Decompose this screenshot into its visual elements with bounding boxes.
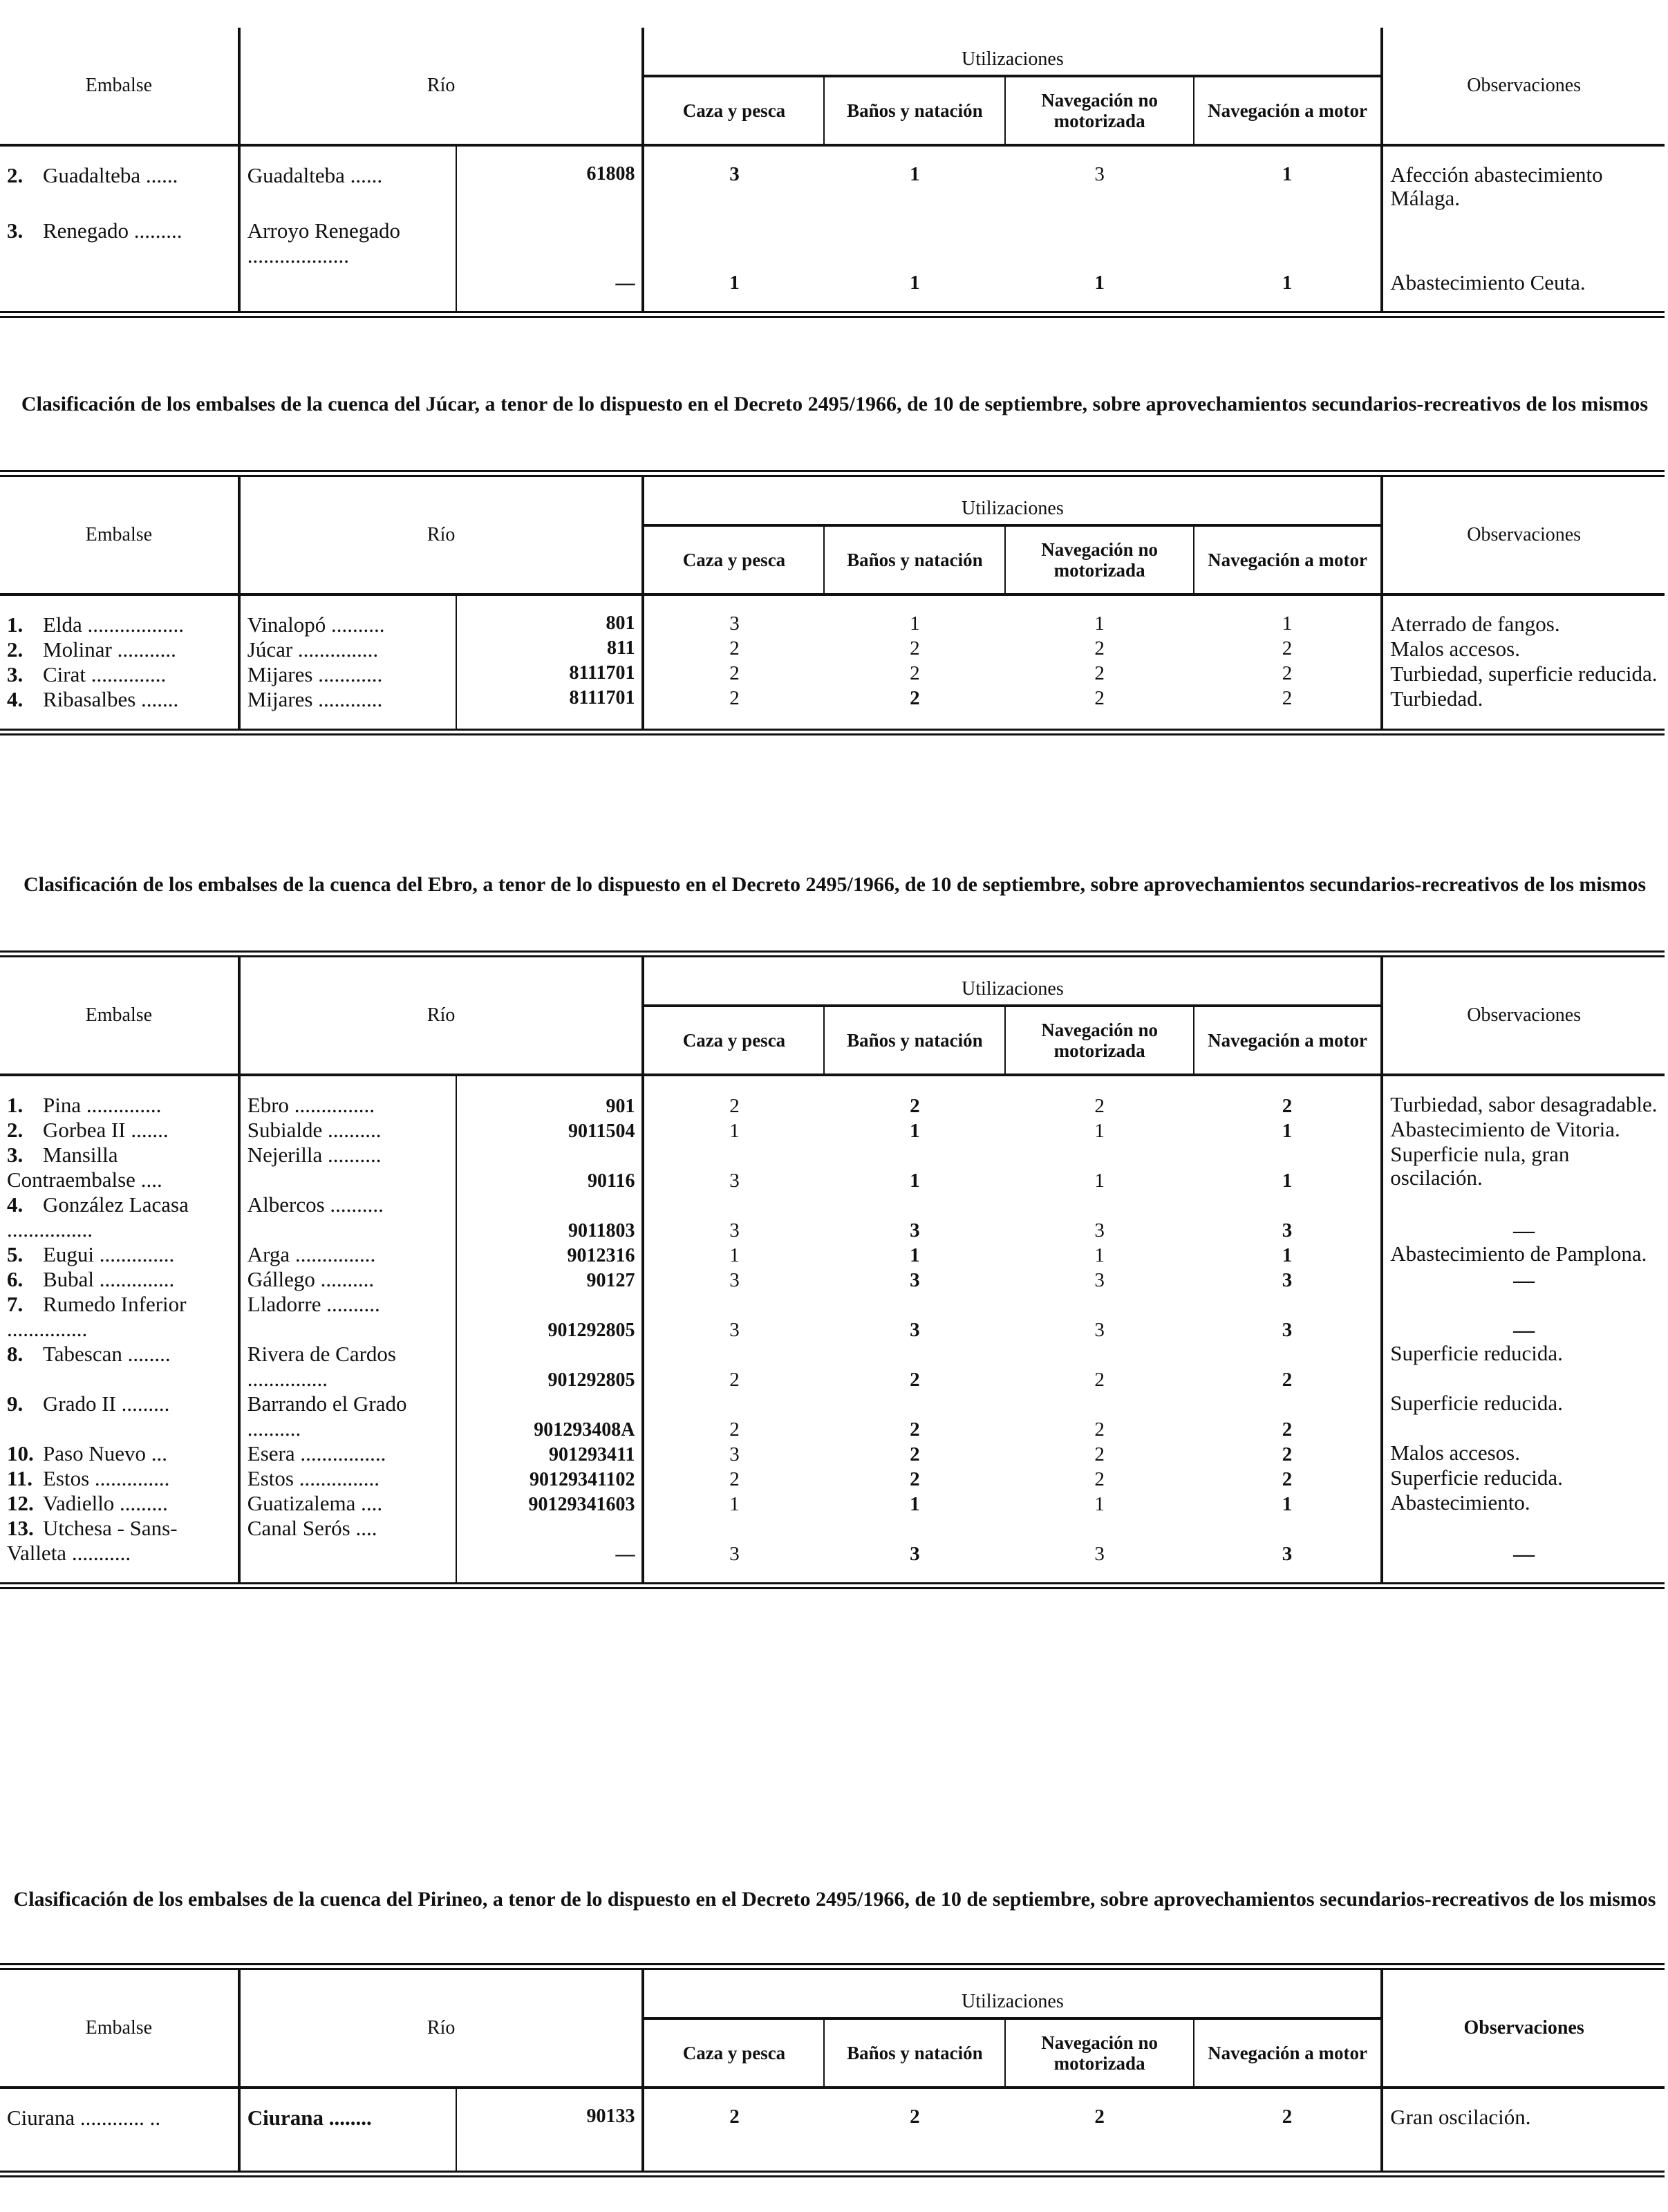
- banos-value: 2: [910, 1418, 920, 1441]
- header-rio: Río: [239, 28, 644, 145]
- table-row: [0, 1267, 1665, 1292]
- rio-code: 9011504: [456, 1118, 643, 1143]
- nav-m-value: 2: [1282, 1468, 1293, 1490]
- row-number: 13.: [7, 1516, 34, 1540]
- banos-value: 2: [910, 1369, 920, 1391]
- table-row: [0, 1242, 1665, 1267]
- table-row: [0, 2106, 1665, 2154]
- nav-m-value: 3: [1282, 1219, 1293, 1241]
- embalse-name: Ciurana ............ ..: [7, 2106, 161, 2130]
- table-row: [0, 1466, 1665, 1491]
- nav-m-value: 2: [1282, 1418, 1293, 1441]
- observacion: Superficie reducida.: [1382, 1466, 1665, 1491]
- observacion: Gran oscilación.: [1382, 2106, 1665, 2154]
- embalse-name: Estos ..............: [43, 1466, 170, 1490]
- embalse-name: Utchesa - Sans-Valleta ...........: [7, 1516, 178, 1565]
- nav-no-value: 2: [1094, 2106, 1105, 2128]
- table-row: [0, 1441, 1665, 1466]
- observacion: —: [1382, 1192, 1665, 1242]
- rio-code: 801: [456, 612, 643, 637]
- table-row: 1. Elda .................. Vinalopó .......... 801 3 1 1 1 Aterrado de fangos.: [0, 612, 1665, 637]
- nav-m-value: 1: [1282, 1493, 1293, 1515]
- section-title-ebro: Clasificación de los embalses de la cuenca del Ebro, a tenor de lo dispuesto en el Decreto 2495/1966, de 10 de septiembre, sobre aprovechamientos secundarios-recreativos de los mismos: [23, 873, 1647, 896]
- nav-no-value: 1: [1094, 272, 1105, 294]
- nav-no-value: 2: [1094, 1468, 1105, 1490]
- observacion: Abastecimiento Ceuta.: [1382, 218, 1665, 294]
- nav-no-value: 1: [1094, 612, 1105, 635]
- rio-code: 90116: [456, 1143, 643, 1192]
- rio-code: 901292805: [456, 1292, 643, 1342]
- row-number: 4.: [7, 1192, 24, 1217]
- nav-no-value: 3: [1094, 1319, 1105, 1341]
- observacion: Aterrado de fangos.: [1382, 612, 1665, 637]
- nav-m-value: 1: [1282, 1170, 1293, 1192]
- embalse-cell: [0, 1342, 239, 1391]
- observacion: —: [1382, 1292, 1665, 1342]
- rio-code: 90129341603: [456, 1491, 643, 1516]
- rio-name: Lladorre ..........: [239, 1292, 456, 1342]
- nav-no-value: 3: [1094, 1269, 1105, 1291]
- embalse-cell: [0, 1143, 239, 1192]
- row-number: 1.: [7, 1093, 24, 1117]
- header-caza: Caza y pesca: [643, 1006, 824, 1075]
- rio-code: —: [456, 1516, 643, 1566]
- embalse-name: Guadalteba ......: [43, 163, 178, 187]
- embalse-name: Elda ..................: [43, 612, 185, 637]
- caza-value: 2: [643, 1391, 824, 1441]
- embalse-cell: [0, 1093, 239, 1118]
- embalse-name: Bubal ..............: [43, 1267, 175, 1291]
- nav-no-value: 1: [1094, 1493, 1105, 1515]
- rio-name: Barrando el Grado ..........: [239, 1391, 456, 1441]
- table-row: [0, 1342, 1665, 1391]
- embalse-name: Eugui ..............: [43, 1242, 175, 1266]
- embalse-cell: [0, 1391, 239, 1441]
- table-section-jucar: [0, 470, 1665, 735]
- observacion: —: [1382, 1516, 1665, 1566]
- caza-value: 2: [643, 1342, 824, 1391]
- nav-m-value: 1: [1282, 272, 1293, 294]
- header-utilizaciones: Utilizaciones: [643, 28, 1382, 76]
- rio-code: 901293408A: [456, 1391, 643, 1441]
- rio-code: 8111701: [456, 662, 643, 687]
- nav-m-value: 2: [1282, 1443, 1293, 1465]
- row-number: 5.: [7, 1242, 24, 1266]
- rio-name: Albercos ..........: [239, 1192, 456, 1242]
- header-observaciones: Observaciones: [1382, 954, 1665, 1075]
- header-banos: Baños y natación: [824, 76, 1005, 145]
- header-embalse: Embalse: [0, 1967, 239, 2088]
- nav-no-value: 1: [1094, 1120, 1105, 1142]
- header-rio: Río: [239, 474, 644, 594]
- section-title-pirineo: Clasificación de los embalses de la cuenca del Pirineo, a tenor de lo dispuesto en el Decreto 2495/1966, de 10 de septiembre, sobre aprovechamientos secundarios-recreativos de los mismos: [13, 1888, 1656, 1911]
- banos-value: 1: [910, 1244, 920, 1266]
- table-section-pirineo: [0, 1963, 1665, 2177]
- embalse-cell: [0, 1118, 239, 1143]
- table-row: [0, 1192, 1665, 1242]
- row-number: 9.: [7, 1391, 24, 1416]
- caza-value: 3: [643, 612, 824, 637]
- caza-value: 3: [643, 1267, 824, 1292]
- table-row: [0, 1391, 1665, 1441]
- embalse-name: Cirat ..............: [43, 662, 167, 686]
- rio-code: 9011803: [456, 1192, 643, 1242]
- section-title-jucar: Clasificación de los embalses de la cuenca del Júcar, a tenor de lo dispuesto en el Decreto 2495/1966, de 10 de septiembre, sobre aprovechamientos secundarios-recreativos de los mismos: [21, 393, 1649, 415]
- banos-value: 3: [910, 1269, 920, 1291]
- nav-m-value: 3: [1282, 1269, 1293, 1291]
- rio-code: 901292805: [456, 1342, 643, 1391]
- caza-value: 2: [643, 662, 824, 687]
- rio-code: 9012316: [456, 1242, 643, 1267]
- banos-value: 1: [910, 612, 920, 635]
- rio-name: Mijares ............: [239, 662, 456, 687]
- table-row: [0, 1093, 1665, 1118]
- rio-code: 811: [456, 637, 643, 662]
- caza-value: 3: [643, 1516, 824, 1566]
- caza-value: 1: [643, 218, 824, 294]
- row-number: 6.: [7, 1267, 24, 1291]
- banos-value: 2: [910, 1468, 920, 1490]
- nav-m-value: 2: [1282, 687, 1293, 709]
- header-nav-no-motor: Navegación no motorizada: [1005, 1006, 1193, 1075]
- nav-m-value: 2: [1282, 1369, 1293, 1391]
- embalse-cell: [0, 1242, 239, 1267]
- nav-no-value: 2: [1094, 1443, 1105, 1465]
- row-number: 8.: [7, 1342, 24, 1366]
- banos-value: 1: [910, 1170, 920, 1192]
- observacion: Superficie reducida.: [1382, 1391, 1665, 1441]
- rio-name: Vinalopó ..........: [239, 612, 456, 637]
- header-embalse: Embalse: [0, 474, 239, 594]
- nav-m-value: 1: [1282, 1244, 1293, 1266]
- header-nav-motor: Navegación a motor: [1194, 1006, 1382, 1075]
- row-number: 7.: [7, 1292, 24, 1316]
- embalse-cell: [0, 1267, 239, 1292]
- table-section-ebro: [0, 950, 1665, 1589]
- nav-no-value: 2: [1094, 637, 1105, 659]
- table-section-0: [0, 28, 1665, 318]
- rio-code: 8111701: [456, 687, 643, 712]
- rio-code: 901: [456, 1093, 643, 1118]
- banos-value: 3: [910, 1219, 920, 1241]
- rio-name: Arga ...............: [239, 1242, 456, 1267]
- embalse-name: Ribasalbes .......: [43, 687, 179, 711]
- caza-value: 2: [643, 1093, 824, 1118]
- rio-code: 90129341102: [456, 1466, 643, 1491]
- banos-value: 2: [910, 662, 920, 684]
- banos-value: 1: [910, 272, 920, 294]
- caza-value: 2: [643, 637, 824, 662]
- header-observaciones: Observaciones: [1382, 1967, 1665, 2088]
- rio-name: Nejerilla ..........: [239, 1143, 456, 1192]
- caza-value: 3: [643, 1292, 824, 1342]
- nav-m-value: 2: [1282, 2106, 1293, 2128]
- header-banos: Baños y natación: [824, 1006, 1005, 1075]
- table-row: [0, 1491, 1665, 1516]
- observacion: Abastecimiento.: [1382, 1491, 1665, 1516]
- nav-m-value: 3: [1282, 1319, 1293, 1341]
- observacion: Turbiedad.: [1382, 687, 1665, 712]
- embalse-cell: [0, 1491, 239, 1516]
- table-row: [0, 1516, 1665, 1566]
- row-number: 2.: [7, 1118, 24, 1142]
- nav-m-value: 2: [1282, 662, 1293, 684]
- table-row: 4. Ribasalbes ....... Mijares ............ 8111701 2 2 2 2 Turbiedad.: [0, 687, 1665, 712]
- observacion: Turbiedad, superficie reducida.: [1382, 662, 1665, 687]
- rio-name: Gállego ..........: [239, 1267, 456, 1292]
- rio-name: Esera ................: [239, 1441, 456, 1466]
- caza-value: 3: [643, 163, 824, 218]
- embalse-cell: [0, 1441, 239, 1466]
- header-banos: Baños y natación: [824, 525, 1005, 594]
- observacion: Malos accesos.: [1382, 637, 1665, 662]
- embalse-cell: [0, 1466, 239, 1491]
- banos-value: 2: [910, 687, 920, 709]
- banos-value: 1: [910, 163, 920, 185]
- banos-value: 2: [910, 1095, 920, 1117]
- caza-value: 1: [643, 1118, 824, 1143]
- rio-code: 90127: [456, 1267, 643, 1292]
- rio-code: —: [456, 218, 643, 294]
- banos-value: 2: [910, 1443, 920, 1465]
- embalse-name: Vadiello .........: [43, 1491, 168, 1515]
- header-observaciones: Observaciones: [1382, 28, 1665, 145]
- rio-name: Estos ...............: [239, 1466, 456, 1491]
- observacion: Superficie reducida.: [1382, 1342, 1665, 1391]
- nav-no-value: 3: [1094, 1219, 1105, 1241]
- observacion: Afección abastecimiento Málaga.: [1382, 163, 1665, 218]
- nav-no-value: 2: [1094, 662, 1105, 684]
- embalse-cell: [0, 1516, 239, 1566]
- banos-value: 2: [910, 637, 920, 659]
- banos-value: 1: [910, 1493, 920, 1515]
- header-banos: Baños y natación: [824, 2018, 1005, 2088]
- rio-code: 90133: [456, 2106, 643, 2154]
- header-nav-motor: Navegación a motor: [1194, 2018, 1382, 2088]
- embalse-name: Mansilla Contraembalse ....: [7, 1143, 162, 1192]
- header-caza: Caza y pesca: [643, 76, 824, 145]
- caza-value: 2: [643, 1466, 824, 1491]
- rio-name: Rivera de Cardos ...............: [239, 1342, 456, 1391]
- embalse-name: Rumedo Inferior ...............: [7, 1292, 187, 1341]
- observacion: —: [1382, 1267, 1665, 1292]
- header-caza: Caza y pesca: [643, 525, 824, 594]
- caza-value: 1: [643, 1491, 824, 1516]
- header-utilizaciones: Utilizaciones: [643, 1967, 1382, 2018]
- nav-m-value: 1: [1282, 1120, 1293, 1142]
- header-rio: Río: [239, 1967, 644, 2088]
- rio-name: Guatizalema ....: [239, 1491, 456, 1516]
- header-nav-motor: Navegación a motor: [1194, 76, 1382, 145]
- table-row: 2. Molinar ........... Júcar ............... 811 2 2 2 2 Malos accesos.: [0, 637, 1665, 662]
- embalse-name: Grado II .........: [43, 1391, 170, 1416]
- embalse-name: Gorbea II .......: [43, 1118, 169, 1142]
- rio-name: Canal Serós ....: [239, 1516, 456, 1566]
- nav-m-value: 3: [1282, 1543, 1293, 1565]
- nav-m-value: 1: [1282, 163, 1293, 185]
- embalse-name: Pina ..............: [43, 1093, 162, 1117]
- nav-no-value: 1: [1094, 1170, 1105, 1192]
- nav-no-value: 2: [1094, 1418, 1105, 1441]
- rio-code: 901293411: [456, 1441, 643, 1466]
- row-number: 11.: [7, 1466, 33, 1490]
- table-row: 3. Cirat .............. Mijares ............ 8111701 2 2 2 2 Turbiedad, superficie reducida.: [0, 662, 1665, 687]
- table-row: [0, 1292, 1665, 1342]
- header-nav-no-motor: Navegación no motorizada: [1005, 525, 1193, 594]
- table-row: 3. Renegado ......... Arroyo Renegado ................... — 1 1 1 1 Abastecimiento Ceuta.: [0, 218, 1665, 294]
- header-caza: Caza y pesca: [643, 2018, 824, 2088]
- header-nav-motor: Navegación a motor: [1194, 525, 1382, 594]
- rio-name: Arroyo Renegado ...................: [239, 218, 456, 294]
- caza-value: 2: [643, 2106, 824, 2154]
- header-utilizaciones: Utilizaciones: [643, 954, 1382, 1006]
- caza-value: 3: [643, 1441, 824, 1466]
- nav-no-value: 2: [1094, 1095, 1105, 1117]
- banos-value: 3: [910, 1543, 920, 1565]
- header-observaciones: Observaciones: [1382, 474, 1665, 594]
- header-embalse: Embalse: [0, 954, 239, 1075]
- nav-no-value: 2: [1094, 687, 1105, 709]
- table-row: [0, 1143, 1665, 1192]
- banos-value: 2: [910, 2106, 920, 2128]
- row-number: 12.: [7, 1491, 34, 1515]
- banos-value: 1: [910, 1120, 920, 1142]
- observacion: Turbiedad, sabor desagradable.: [1382, 1093, 1665, 1118]
- row-number: 10.: [7, 1441, 34, 1465]
- table-row: 2. Guadalteba ...... Guadalteba ...... 61808 3 1 3 1 Afección abastecimiento Málaga.: [0, 163, 1665, 218]
- nav-m-value: 1: [1282, 612, 1293, 635]
- embalse-name: Paso Nuevo ...: [43, 1441, 167, 1465]
- nav-m-value: 2: [1282, 1095, 1293, 1117]
- nav-no-value: 2: [1094, 1369, 1105, 1391]
- nav-no-value: 3: [1094, 1543, 1105, 1565]
- rio-code: 61808: [456, 163, 643, 218]
- nav-no-value: 1: [1094, 1244, 1105, 1266]
- observacion: Abastecimiento de Vitoria.: [1382, 1118, 1665, 1143]
- rio-name: Júcar ...............: [239, 637, 456, 662]
- rio-name: Guadalteba ......: [239, 163, 456, 218]
- row-number: 3.: [7, 1143, 24, 1167]
- header-utilizaciones: Utilizaciones: [643, 474, 1382, 525]
- nav-m-value: 2: [1282, 637, 1293, 659]
- observacion: Abastecimiento de Pamplona.: [1382, 1242, 1665, 1267]
- embalse-cell: [0, 1292, 239, 1342]
- rio-name: Ciurana ........: [239, 2106, 456, 2154]
- observacion: Superficie nula, gran oscilación.: [1382, 1143, 1665, 1192]
- header-nav-no-motor: Navegación no motorizada: [1005, 2018, 1193, 2088]
- embalse-name: Molinar ...........: [43, 637, 176, 662]
- caza-value: 2: [643, 687, 824, 712]
- rio-name: Mijares ............: [239, 687, 456, 712]
- caza-value: 1: [643, 1242, 824, 1267]
- observacion: Malos accesos.: [1382, 1441, 1665, 1466]
- caza-value: 3: [643, 1192, 824, 1242]
- embalse-name: Renegado .........: [43, 218, 182, 243]
- header-nav-no-motor: Navegación no motorizada: [1005, 76, 1193, 145]
- embalse-name: Tabescan ........: [43, 1342, 171, 1366]
- banos-value: 3: [910, 1319, 920, 1341]
- caza-value: 3: [643, 1143, 824, 1192]
- rio-name: Ebro ...............: [239, 1093, 456, 1118]
- rio-name: Subialde ..........: [239, 1118, 456, 1143]
- header-rio: Río: [239, 954, 644, 1075]
- nav-no-value: 3: [1094, 163, 1105, 185]
- header-embalse: Embalse: [0, 28, 239, 145]
- embalse-name: González Lacasa ................: [7, 1192, 189, 1241]
- table-row: [0, 1118, 1665, 1143]
- embalse-cell: [0, 1192, 239, 1242]
